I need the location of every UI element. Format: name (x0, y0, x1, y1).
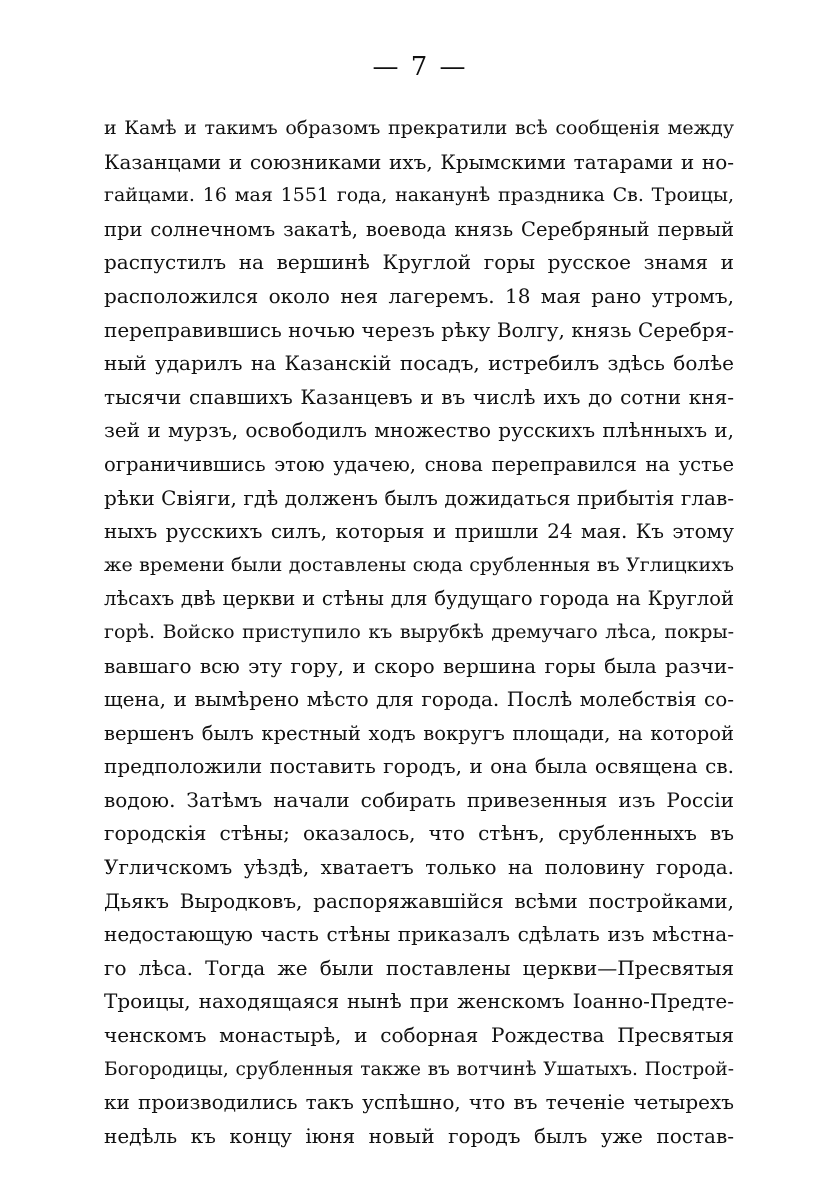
text-line: вершенъ былъ крестный ходъ вокругъ площади, на которой (104, 721, 734, 745)
text-line: ограничившись этою удачею, снова переправился на устье (104, 452, 734, 476)
text-line: ченскомъ монастырѣ, и соборная Рождества Пресвятыя (104, 1023, 734, 1048)
text-line: расположился около нея лагеремъ. 18 мая рано утромъ, (104, 283, 734, 308)
text-line: предположили поставить городъ, и она была освящена св. (104, 754, 734, 779)
text-line: Богородицы, срубленныя также въ вотчинѣ Ушатыхъ. Построй- (104, 1058, 734, 1080)
text-line: Казанцами и союзниками ихъ, Крымскими татарами и но- (104, 149, 734, 174)
text-line: Троицы, находящаяся нынѣ при женскомъ Іоанно-Предте- (104, 989, 734, 1014)
text-line: же времени были доставлены сюда срубленныя въ Углицкихъ (104, 553, 734, 576)
body-text (104, 112, 734, 1153)
text-line: водою. Затѣмъ начали собирать привезенныя изъ Россіи (104, 787, 734, 812)
text-line: ныхъ русскихъ силъ, которыя и пришли 24 мая. Къ этому (104, 519, 734, 544)
text-line: го лѣса. Тогда же были поставлены церкви—Пресвятыя (104, 955, 734, 980)
text-line: рѣки Свіяги, гдѣ долженъ былъ дожидаться прибытія глав- (104, 485, 734, 510)
text-line: недостающую часть стѣны приказалъ сдѣлать изъ мѣстна- (104, 922, 734, 947)
text-line: вавшаго всю эту гору, и скоро вершина горы была разчи- (104, 653, 734, 678)
text-line: лѣсахъ двѣ церкви и стѣны для будущаго города на Круглой (104, 587, 734, 611)
text-line: щена, и вымѣрено мѣсто для города. Послѣ молебствія со- (104, 687, 734, 712)
text-line: городскія стѣны; оказалось, что стѣнъ, срубленныхъ въ (104, 821, 734, 846)
text-line: зей и мурзъ, освободилъ множество русскихъ плѣнныхъ и, (104, 418, 734, 443)
text-line: горѣ. Войско приступило къ вырубкѣ дремучаго лѣса, покры- (104, 620, 734, 643)
text-line: распустилъ на вершинѣ Круглой горы русское знамя и (104, 250, 734, 275)
text-line: гайцами. 16 мая 1551 года, наканунѣ праздника Св. Троицы, (104, 184, 734, 207)
page-number: — 7 — (372, 52, 468, 82)
text-line: при солнечномъ закатѣ, воевода князь Серебряный первый (104, 217, 734, 241)
text-line: ный ударилъ на Казанскій посадъ, истребилъ здѣсь болѣе (104, 351, 734, 376)
text-line: ки производились такъ успѣшно, что въ теченіе четырехъ (104, 1090, 734, 1115)
text-line: переправившись ночью черезъ рѣку Волгу, князь Серебря- (104, 317, 734, 342)
text-line: Угличскомъ уѣздѣ, хватаетъ только на половину города. (104, 855, 734, 880)
text-line: Дьякъ Выродковъ, распоряжавшійся всѣми постройками, (104, 888, 734, 913)
text-line: недѣль къ концу іюня новый городъ былъ уже постав- (104, 1123, 734, 1148)
text-line: тысячи спавшихъ Казанцевъ и въ числѣ ихъ до сотни кня- (104, 384, 734, 409)
text-line: и Камѣ и такимъ образомъ прекратили всѣ сообщенія между (104, 117, 734, 139)
